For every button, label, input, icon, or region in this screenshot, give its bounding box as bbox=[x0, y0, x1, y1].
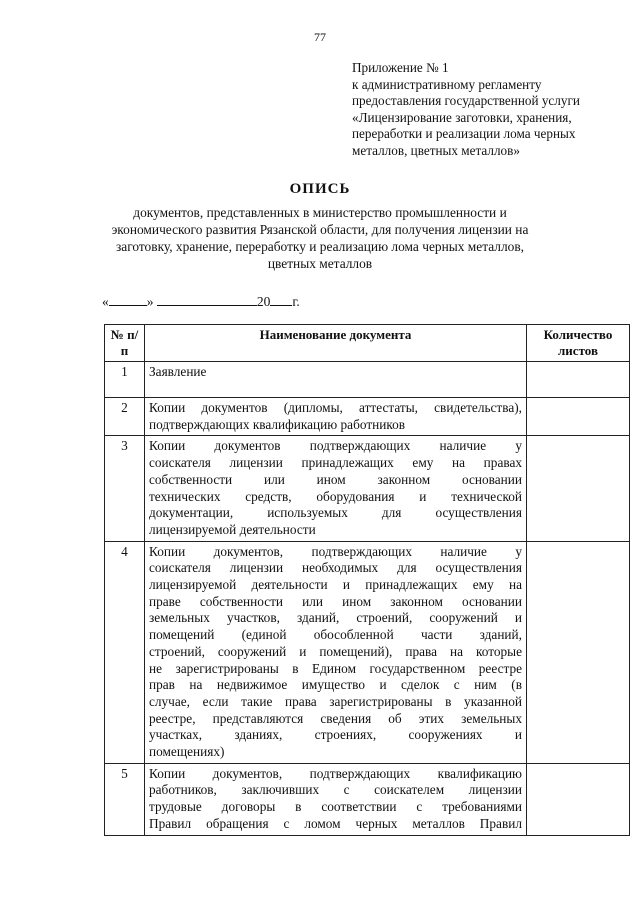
appendix-header bbox=[352, 60, 622, 159]
table-row bbox=[105, 541, 630, 763]
date-line bbox=[102, 293, 300, 310]
row-count bbox=[527, 436, 630, 541]
header-num bbox=[105, 325, 145, 362]
year-blank bbox=[270, 293, 292, 306]
row-line: Копии документов, подтверждающих наличие у bbox=[149, 543, 522, 559]
row-count bbox=[527, 398, 630, 436]
row-name bbox=[145, 436, 527, 541]
header-count: Количество листов bbox=[527, 325, 630, 362]
appendix-line: «Лицензирование заготовки, хранения, bbox=[352, 109, 572, 125]
appendix-line: предоставления государственной услуги bbox=[352, 93, 580, 108]
date-open-quote: « bbox=[102, 294, 109, 309]
row-name bbox=[145, 541, 527, 763]
row-line: помещений (единой обособленной части зданий, bbox=[149, 627, 522, 643]
subtitle-line: экономического развития Рязанской области, для получения лицензии на bbox=[111, 222, 529, 237]
row-num: 4 bbox=[105, 541, 145, 763]
row-line: соискателя лицензии необходимых для осуществления bbox=[149, 560, 522, 576]
appendix-line: к административному регламенту bbox=[352, 76, 542, 92]
row-line: Правил обращения с ломом черных металлов Правил bbox=[149, 815, 522, 831]
date-close-quote: » bbox=[146, 294, 154, 309]
row-num: 3 bbox=[105, 436, 145, 541]
row-line: документации, используемых для осуществления bbox=[149, 505, 522, 521]
row-line: случае, если такие права зарегистрированы в указанной bbox=[149, 693, 522, 709]
row-name bbox=[145, 362, 527, 398]
row-line: работников, заключивших с соискателем лицензии bbox=[149, 782, 522, 798]
page-number: 77 bbox=[314, 30, 326, 44]
row-line: Копии документов, подтверждающих квалификацию bbox=[149, 765, 522, 781]
document-title: ОПИСЬ bbox=[289, 181, 351, 197]
table-row bbox=[105, 436, 630, 541]
row-line: собственности или ином законном основании bbox=[149, 471, 522, 487]
table-header-row bbox=[105, 325, 630, 362]
subtitle-line: документов, представленных в министерство промышленности и bbox=[133, 205, 507, 220]
year-prefix: 20 bbox=[256, 294, 271, 309]
row-count bbox=[527, 541, 630, 763]
row-name bbox=[145, 763, 527, 835]
row-line: соискателя лицензии принадлежащих ему на правах bbox=[149, 455, 522, 471]
subtitle-line: заготовку, хранение, переработку и реализацию лома черных металлов, bbox=[115, 239, 525, 254]
subtitle-line: цветных металлов bbox=[267, 256, 373, 271]
month-blank bbox=[157, 293, 257, 306]
year-suffix: г. bbox=[292, 294, 300, 309]
appendix-line: металлов, цветных металлов» bbox=[352, 142, 520, 158]
row-line: подтверждающих квалификацию работников bbox=[149, 416, 406, 432]
table-row bbox=[105, 398, 630, 436]
row-num: 1 bbox=[105, 362, 145, 398]
appendix-line: переработки и реализации лома черных bbox=[352, 126, 576, 141]
row-num: 2 bbox=[105, 398, 145, 436]
row-line: строений, сооружений и помещений), права на которые bbox=[149, 643, 522, 659]
table-row bbox=[105, 763, 630, 835]
row-line: технических средств, оборудования и технической bbox=[149, 488, 522, 504]
row-line: участках, зданиях, строениях, сооружениях и bbox=[149, 727, 522, 743]
header-num-label: № п/п bbox=[110, 327, 139, 358]
table-row bbox=[105, 362, 630, 398]
row-line: Копии документов (дипломы, аттестаты, свидетельства), bbox=[149, 400, 522, 415]
row-count bbox=[527, 362, 630, 398]
row-line: реестре, представляются сведения об этих земельных bbox=[149, 710, 522, 726]
row-line: лицензируемой деятельности bbox=[149, 521, 316, 537]
documents-table bbox=[104, 324, 630, 836]
row-line: праве собственности или ином законном основании bbox=[149, 593, 522, 609]
row-num: 5 bbox=[105, 763, 145, 835]
row-count bbox=[527, 763, 630, 835]
day-blank bbox=[109, 293, 147, 306]
row-name bbox=[145, 398, 527, 436]
row-line: Заявление bbox=[149, 364, 207, 379]
row-line: земельных участков, зданий, строений, сооружений и bbox=[149, 610, 522, 626]
document-subtitle bbox=[108, 204, 532, 272]
row-line: трудовые договоры в соответствии с требованиями bbox=[149, 799, 522, 815]
appendix-line: Приложение № 1 bbox=[352, 60, 449, 75]
row-line: прав на недвижимое имущество и сделок с ним (в bbox=[149, 677, 522, 693]
row-line: лицензируемой деятельности и принадлежащих ему на bbox=[149, 577, 522, 593]
header-name: Наименование документа bbox=[145, 325, 527, 362]
row-line: Копии документов подтверждающих наличие у bbox=[149, 438, 522, 454]
row-line: помещениях) bbox=[149, 744, 225, 760]
row-line: не зарегистрированы в Едином государственном реестре bbox=[149, 660, 522, 676]
